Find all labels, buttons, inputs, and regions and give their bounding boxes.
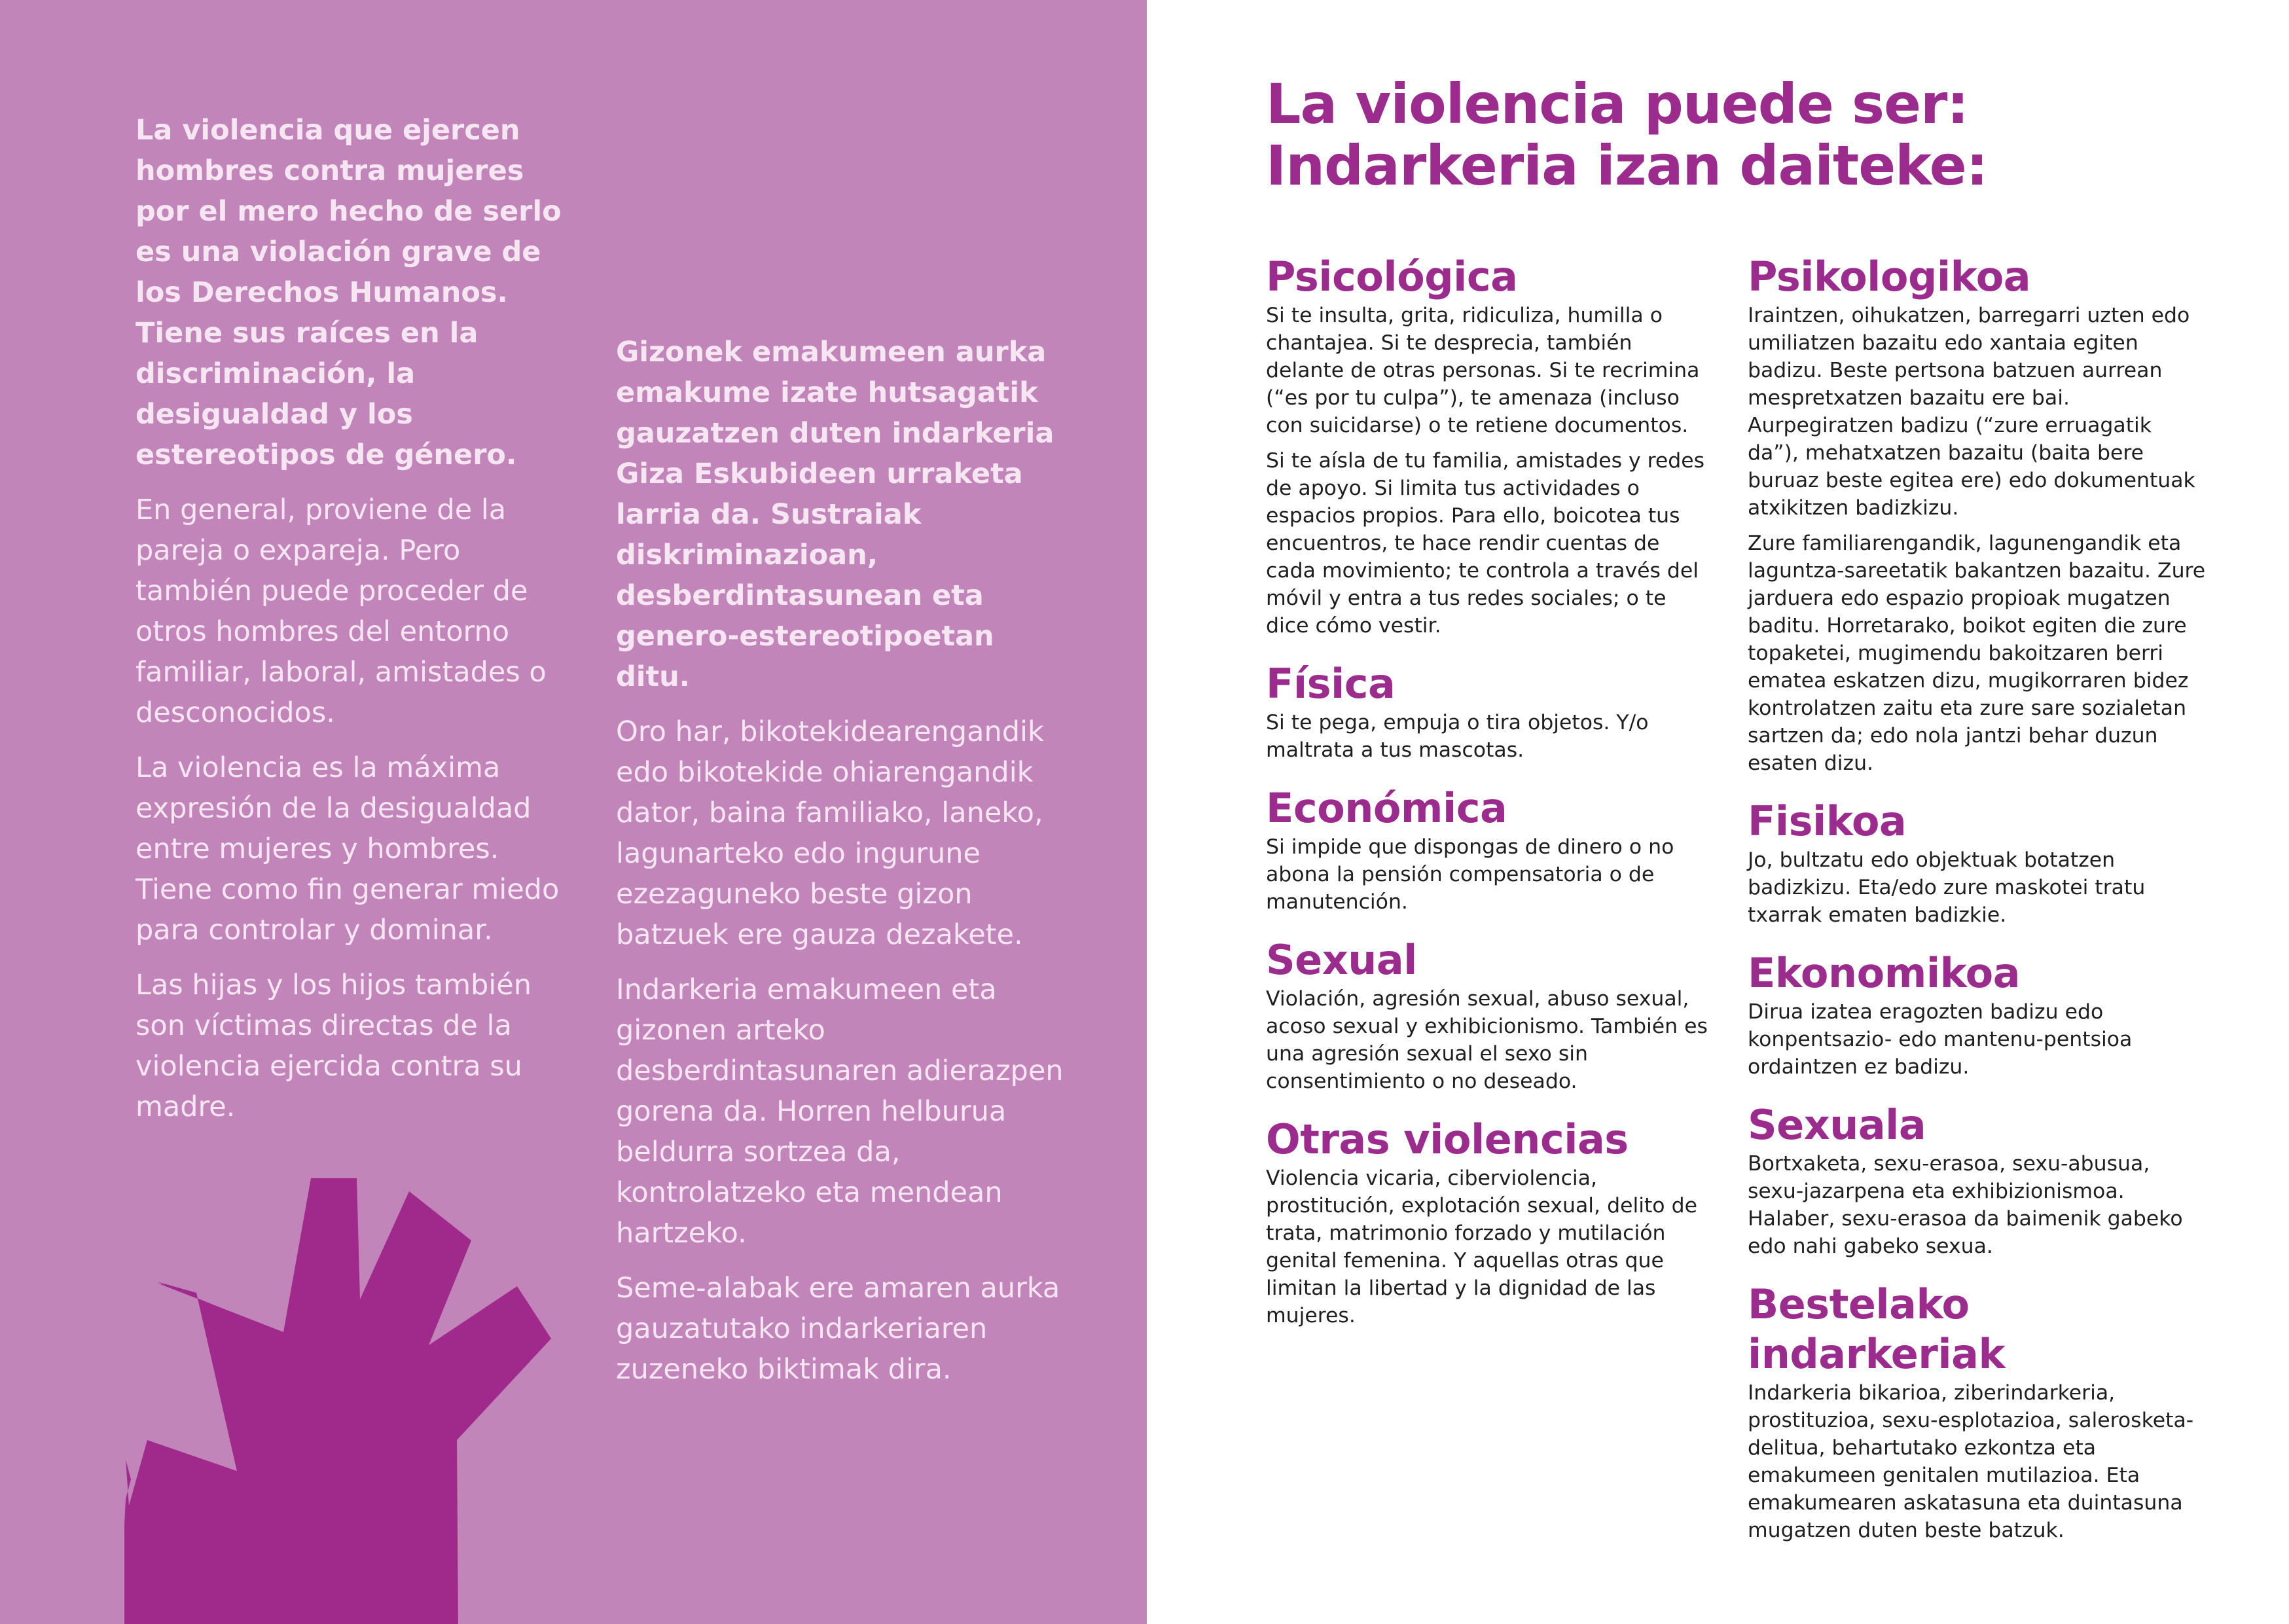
section-text: Zure familiarengandik, lagunengandik eta laguntza-sareetatik bakantzen bazaitu. Zure jarduera edo espazio propioak mugatzen baditu. Horretarako, boikot egiten die zure topaketei, mugimendu bakoitzaren berri ematea eskatzen dizu, mugikorraren bidez kontrolatzen zaitu eta zure sare sozialetan sartzen da; edo nola jantzi behar duzun esaten dizu. [1748, 532, 2206, 775]
section-psicologica [1266, 252, 1711, 640]
section-otras-violencias [1266, 1115, 1711, 1329]
section-heading: Psicológica [1266, 253, 1518, 300]
section-bestelako-indarkeriak [1748, 1280, 2206, 1544]
right-panel [1147, 0, 2289, 1624]
section-text: Si te insulta, grita, ridiculiza, humilla o chantajea. Si te desprecia, también delante de otras personas. Si te recrimina (“es por tu culpa”), te amenaza (incluso con suicidarse) o te retiene documentos. [1266, 304, 1700, 437]
section-economica [1266, 784, 1711, 916]
section-text: Indarkeria bikarioa, ziberindarkeria, prostituzioa, sexu-esplotazioa, salerosketa-delitua, behartutako ezkontza eta emakumeen genitalen mutilazioa. Eta emakumearen askatasuna eta duintasuna mugatzen duten beste batzuk. [1748, 1381, 2194, 1542]
spanish-paragraph: Las hijas y los hijos también son víctimas directas de la violencia ejercida contra su madre. [135, 969, 532, 1123]
section-text: Iraintzen, oihukatzen, barregarri uzten edo umiliatzen bazaitu edo xantaia egiten badizu. Beste pertsona batzuen aurrean mespretxatzen bazaitu ere bai. Aurpegiratzen badizu (“zure erruagatik da”), mehatxatzen bazaitu (baita bere buruaz beste egitea ere) edo dokumentuak atxikitzen badizkizu. [1748, 304, 2195, 520]
section-text: Violencia vicaria, ciberviolencia, prostitución, explotación sexual, delito de trata, matrimonio forzado y mutilación genital femenina. Y aquellas otras que limitan la libertad y la dignidad de las mujeres. [1266, 1166, 1697, 1327]
section-text: Violación, agresión sexual, abuso sexual, acoso sexual y exhibicionismo. También es una agresión sexual el sexo sin consentimiento o no deseado. [1266, 987, 1708, 1093]
basque-lead-paragraph: Gizonek emakumeen aurka emakume izate hutsagatik gauzatzen duten indarkeria Giza Eskubideen urraketa larria da. Sustraiak diskriminazioan, desberdintasunean eta genero-estereotipoetan ditu. [616, 336, 1054, 693]
section-heading: Psikologikoa [1748, 253, 2031, 300]
section-heading: Económica [1266, 784, 1507, 832]
section-heading: Física [1266, 660, 1396, 708]
section-heading: Sexuala [1748, 1101, 1926, 1149]
section-text: Jo, bultzatu edo objektuak botatzen badizkizu. Eta/edo zure maskotei tratu txarrak ematen badizkie. [1748, 848, 2146, 927]
spanish-paragraph: En general, proviene de la pareja o expareja. Pero también puede proceder de otros hombres del entorno familiar, laboral, amistades o desconocidos. [135, 494, 547, 729]
section-text: Si te aísla de tu familia, amistades y redes de apoyo. Si limita tus actividades o espacios propios. Para ello, boicotea tus encuentros, te hace rendir cuentas de cada movimiento; te controla a través del móvil y entra a tus redes sociales; o te dice cómo vestir. [1266, 449, 1705, 638]
section-heading: Sexual [1266, 936, 1417, 984]
section-ekonomikoa [1748, 948, 2206, 1081]
section-sexual [1266, 935, 1711, 1095]
section-psikologikoa [1748, 252, 2206, 777]
section-text: Si te pega, empuja o tira objetos. Y/o maltrata a tus mascotas. [1266, 711, 1649, 762]
basque-types-column [1748, 252, 2206, 1564]
section-text: Si impide que dispongas de dinero o no abona la pensión compensatoria o de manutención. [1266, 835, 1674, 914]
spanish-paragraph: La violencia es la máxima expresión de la desigualdad entre mujeres y hombres. Tiene como fin generar miedo para controlar y dominar. [135, 751, 560, 947]
page-title [1266, 73, 2248, 196]
spanish-lead-paragraph: La violencia que ejercen hombres contra mujeres por el mero hecho de serlo es una violación grave de los Derechos Humanos. Tiene sus raíces en la discriminación, la desigualdad y los estereotipos de género. [135, 114, 562, 471]
section-fisica [1266, 659, 1711, 764]
section-sexuala [1748, 1100, 2206, 1260]
section-text: Dirua izatea eragozten badizu edo konpentsazio- edo mantenu-pentsioa ordaintzen ez badizu. [1748, 1000, 2133, 1079]
section-fisikoa [1748, 797, 2206, 929]
section-heading: Fisikoa [1748, 797, 1907, 845]
spanish-types-column [1266, 252, 1711, 1349]
basque-paragraph: Oro har, bikotekidearengandik edo bikotekide ohiarengandik dator, baina familiako, laneko, lagunarteko edo ingurune ezezaguneko beste gizon batzuek ere gauza dezakete. [616, 715, 1044, 951]
title-spanish: La violencia puede ser: [1266, 72, 1969, 136]
section-heading: Bestelako indarkeriak [1748, 1280, 2006, 1378]
section-heading: Otras violencias [1266, 1115, 1629, 1163]
section-heading: Ekonomikoa [1748, 949, 2021, 997]
spanish-intro-column [135, 110, 581, 1142]
basque-paragraph: Seme-alabak ere amaren aurka gauzatutako indarkeriaren zuzeneko biktimak dira. [616, 1272, 1060, 1386]
basque-intro-column [616, 332, 1068, 1404]
basque-paragraph: Indarkeria emakumeen eta gizonen arteko desberdintasunaren adierazpen gorena da. Horren helburua beldurra sortzea da, kontrolatzeko eta mendean hartzeko. [616, 973, 1064, 1250]
title-basque: Indarkeria izan daiteke: [1266, 134, 1988, 198]
section-text: Bortxaketa, sexu-erasoa, sexu-abusua, sexu-jazarpena eta exhibizionismoa. Halaber, sexu-erasoa da baimenik gabeko edo nahi gabeko sexua. [1748, 1152, 2183, 1258]
